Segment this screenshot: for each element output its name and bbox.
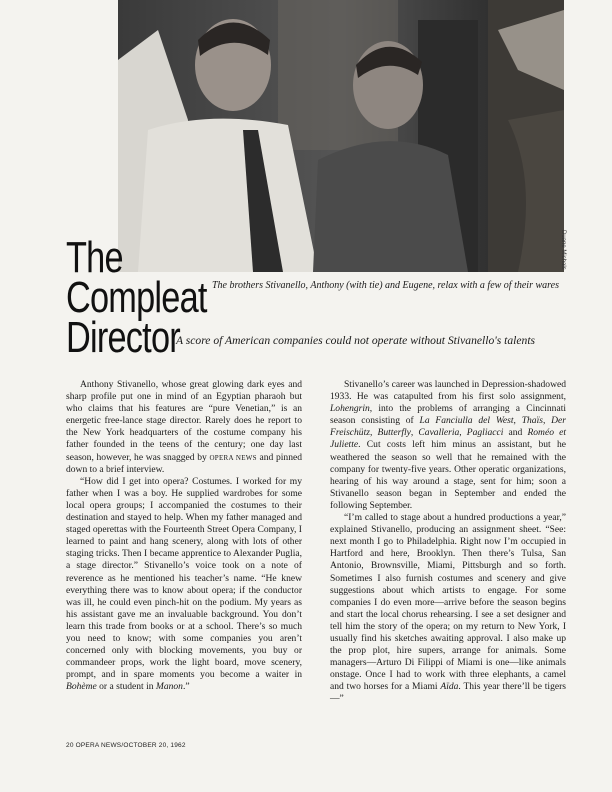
headline-line-1: The	[66, 233, 123, 282]
headline-line-2: Compleat	[66, 273, 207, 322]
subtitle: A score of American companies could not operate without Stivanello's talents	[176, 334, 536, 347]
photo-brothers-stivanello	[118, 0, 564, 272]
paragraph: Stivanello’s career was launched in Depression-shadowed 1933. He was catapulted from his first solo assignment, Lohengrin, into the problems of arranging a Cincinnati season consisting of La Fanciulla del West, Thaïs, Der Freischütz, Butterfly, Cavalleria, Pagliacci and Roméo et Juliette. Cut costs left him minus an assistant, but he weathered the season so well that he remained with the company for twenty-five years. Other operatic organizations, hearing of his way around a stage, sent for him; soon a Stivanello season began in September and ended the following September.	[330, 379, 567, 511]
paragraph: “How did I get into opera? Costumes. I worked for my father when I was a boy. He supplied wardrobes for some local opera groups; I accompanied the costumes to their destination and stayed to help. When my father managed and staged operettas with the Fourteenth Street Opera Company, I learned to paint and hang scenery, along with lots of other staging tricks. Then I became apprentice to Alexander Puglia, a stage director.” Stivanello’s voice took on a note of reverence as he mentioned his teacher’s name. “He knew everything there was to know about opera; if the conductor was ill, he could even pinch-hit on the podium. My years as his assistant gave me an invaluable background. You don’t learn this trade from books or at a school. There’s so much you need to know; with some companies you aren’t concerned only with blocking movements, you buy or commandeer props, work the light board, move scenery, prompt, and in spare moments you become a waiter in Bohème or a student in Manon.”	[66, 475, 302, 693]
article-right-column	[330, 379, 566, 706]
page-folio: 20 OPERA NEWS/OCTOBER 20, 1962	[66, 742, 186, 749]
headline-line-3: Director	[66, 313, 180, 362]
photo-credit: Duane Michals	[560, 230, 566, 270]
paragraph: “I’m called to stage about a hundred productions a year,” explained Stivanello, producing an assignment sheet. “See: next month I go to Philadelphia. Right now I’m occupied in Hartford and here, Brooklyn. Then there’s Tulsa, San Antonio, Brownsville, Miami, Pittsburgh and so forth. Sometimes I also furnish costumes and scenery and give suggestions about which artists to engage. For some companies I do even more—arrive before the season begins and start the local chorus rehearsing. I see a set designer and tell him the story of the opera; on my return to New York, I usually find his sketches awaiting approval. I also make up the prop plot, hire supers, arrange for animals. Some managers—Arturo Di Filippi of Miami is one—like animals onstage. Once I had to work with three elephants, a camel and two horses for a Miami Aïda. This year there’ll be tigers—”	[330, 512, 566, 705]
paragraph: Anthony Stivanello, whose great glowing dark eyes and sharp profile put one in mind of an Egyptian pharaoh but who claims that his features are “pure Venetian,” is an energetic free-lance stage director. Rarely does he report to the New York headquarters of the costume company his father founded in the teens of the century; one day last season, however, he was snagged by OPERA NEWS and pinned down to a brief interview.	[66, 379, 302, 475]
photo-caption: The brothers Stivanello, Anthony (with tie) and Eugene, relax with a few of their wares	[212, 280, 559, 291]
article-left-column	[66, 379, 302, 693]
